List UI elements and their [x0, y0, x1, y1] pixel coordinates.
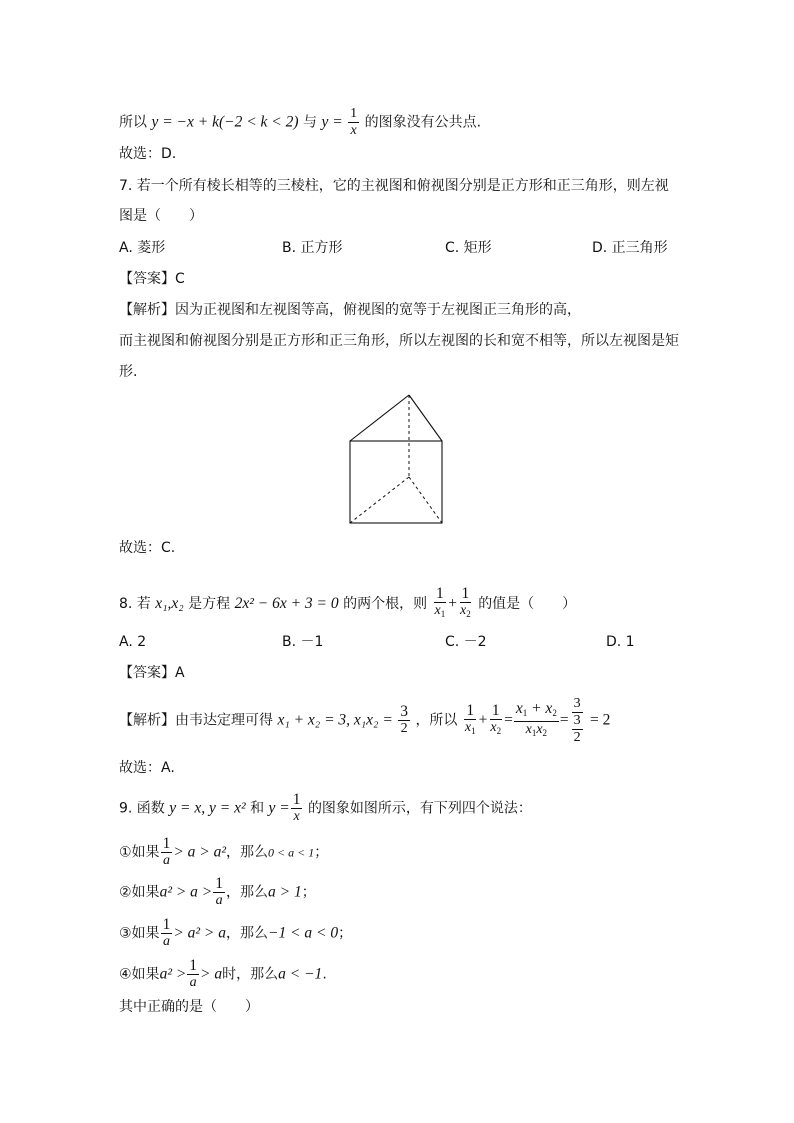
- q7-stem-line1: 7. 若一个所有棱长相等的三棱柱，它的主视图和俯视图分别是正方形和正三角形，则左视: [119, 178, 669, 194]
- q8-option-b: B. －1: [282, 634, 324, 650]
- q7-analysis-line2: 而主视图和俯视图分别是正方形和正三角形，所以左视图的长和宽不相等，所以左视图是矩: [119, 333, 679, 349]
- q6-select: 故选：D.: [119, 146, 177, 162]
- q6-conclusion: 所以 y = −x + k(−2 < k < 2) 与 y = $\frac{1}{x}$ 的图象没有公共点.: [119, 106, 482, 138]
- q9-statement-3: ③如果 $\frac{1}{a}$ > a² > a，那么−1 < a < 0；: [119, 916, 353, 949]
- q7-option-d: D. 正三角形: [592, 240, 668, 256]
- q9-statement-2: ②如果a² > a > $\frac{1}{a}$ ，那么a > 1；: [119, 875, 316, 908]
- q7-option-a: A. 菱形: [119, 240, 166, 256]
- prism-hidden-bottom-right: [409, 477, 442, 523]
- q8-analysis: 【解析】由韦达定理可得 x₁ + x₂ = 3, x₁x₂ = $\frac{3}{2}$ ，所以 $\frac{1}{x_1}$ + $\frac{1}{x_2}$ = $\frac{x_1 + x_2}{x_1x_2}$ = $\frac{3}{\frac{3}{2}}$ = 2: [119, 696, 611, 745]
- q8-option-a: A. 2: [119, 634, 147, 650]
- q8-answer: 【答案】A: [119, 665, 185, 681]
- q8-option-c: C. －2: [445, 634, 487, 650]
- q7-answer: 【答案】C: [119, 271, 185, 287]
- q7-stem-line2: 图是（ ）: [119, 208, 203, 224]
- q7-option-b: B. 正方形: [282, 240, 343, 256]
- q8-option-d: D. 1: [606, 634, 635, 650]
- prism-front-face: [350, 441, 442, 523]
- q6-fraction: $\frac{1}{x}$: [350, 106, 358, 138]
- prism-hidden-bottom-left: [350, 477, 409, 523]
- triangular-prism-figure: [340, 388, 460, 530]
- q7-select: 故选：C.: [119, 540, 176, 556]
- prism-top-edge-left: [350, 395, 409, 441]
- q9-statement-4: ④如果a² > $\frac{1}{a}$ > a时，那么a < −1.: [119, 957, 327, 990]
- q8-equation: 2x² − 6x + 3 = 0: [234, 595, 339, 612]
- q7-analysis-line1: 【解析】因为正视图和左视图等高，俯视图的宽等于左视图正三角形的高，: [119, 302, 581, 318]
- q7-analysis-line3: 形.: [119, 364, 138, 380]
- q9-stem: 9. 函数 y = x, y = x² 和 y = $\frac{1}{x}$ 的图象如图所示，有下列四个说法：: [119, 791, 532, 824]
- q9-question: 其中正确的是（ ）: [119, 999, 259, 1015]
- q6-eq1: y = −x + k(−2 < k < 2): [151, 113, 299, 131]
- q8-select: 故选：A.: [119, 760, 175, 776]
- q8-stem: 8. 若 x₁,x₂ 是方程 2x² − 6x + 3 = 0 的两个根，则 $\frac{1}{x_1}$ + $\frac{1}{x_2}$ 的值是（ ）: [119, 585, 577, 619]
- q7-option-c: C. 矩形: [445, 240, 492, 256]
- prism-top-edge-right: [409, 395, 442, 441]
- q9-statement-1: ①如果 $\frac{1}{a}$ > a > a²，那么0 < a < 1；: [119, 835, 329, 868]
